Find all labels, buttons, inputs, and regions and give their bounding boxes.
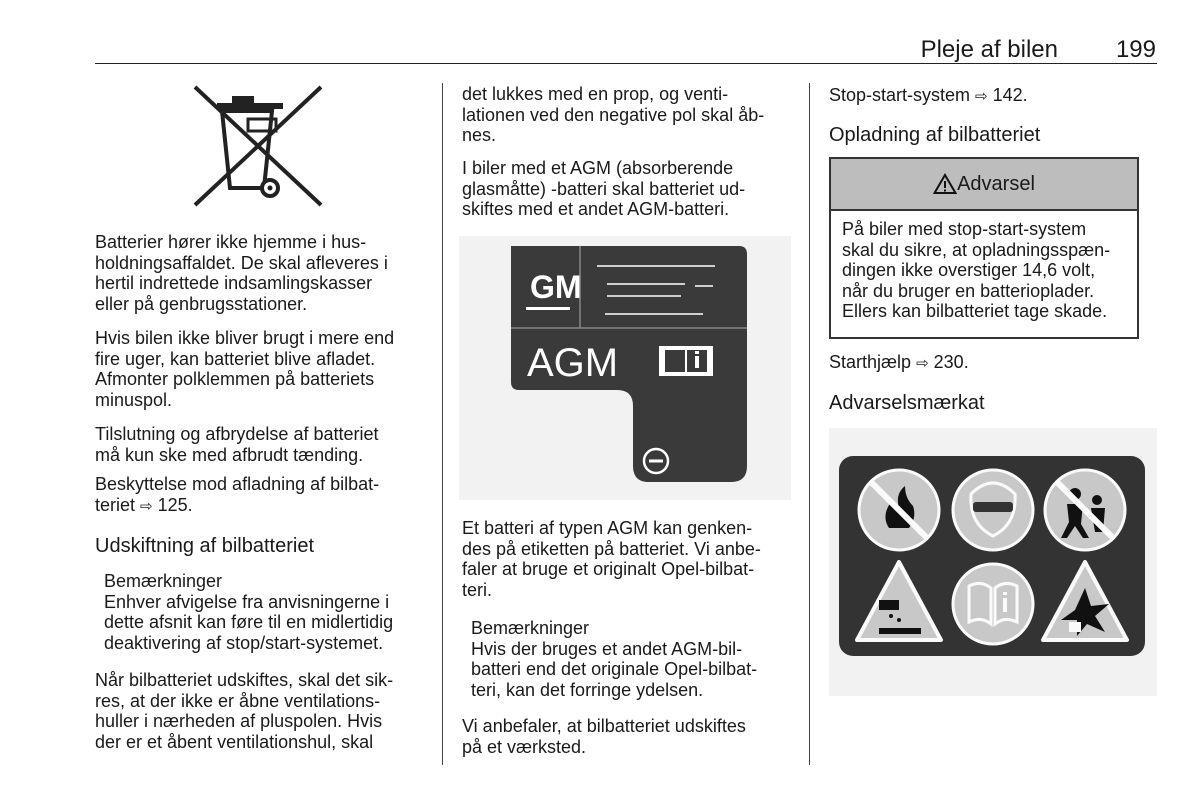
- page-ref-arrow-icon: ⇨: [975, 88, 988, 105]
- line: skal du sikre, at opladningsspæn-: [842, 239, 1111, 260]
- line: lationen ved den negative pol skal åb-: [462, 104, 765, 125]
- line: må kun ske med afbrudt tænding.: [95, 444, 364, 465]
- discharge-paragraph: [95, 328, 435, 410]
- eye-protection-icon: [953, 470, 1033, 550]
- heading-warning-label: Advarselsmærkat: [829, 392, 985, 414]
- protection-paragraph: [95, 474, 435, 517]
- column-2-top: [462, 84, 797, 146]
- line: der er et åbent ventilationshul, skal: [95, 731, 374, 752]
- line: res, at der ikke er åbne ventilations-: [95, 690, 381, 711]
- column-1-text: [95, 232, 435, 314]
- line: des på etiketten på batteriet. Vi anbe-: [462, 538, 761, 559]
- column-divider-1: [442, 83, 443, 765]
- note-block-1: [104, 571, 434, 653]
- page-ref-number: 125.: [157, 494, 193, 515]
- protection-paragraph-wrap: [95, 474, 435, 517]
- page-ref-arrow-icon: ⇨: [916, 355, 929, 372]
- label-type: AGM: [527, 341, 619, 385]
- ignition-paragraph-wrap: [95, 424, 435, 465]
- heading-charging: Opladning af bilbatteriet: [829, 124, 1041, 146]
- line: hertil indrettede indsamlingskasser: [95, 273, 373, 293]
- reference-text: Stop-start-system: [829, 85, 971, 105]
- battery-label: [459, 236, 791, 500]
- line: dette afsnit kan føre til en midlertidig: [104, 612, 394, 632]
- line: minuspol.: [95, 389, 173, 410]
- warning-title: Advarsel: [957, 172, 1035, 195]
- agm-paragraph-wrap: [462, 158, 797, 220]
- line: På biler med stop-start-system: [842, 219, 1087, 239]
- warning-header: [831, 159, 1137, 211]
- battery-label-figure: [459, 236, 791, 500]
- column-divider-2: [809, 83, 810, 765]
- manual-icon: [953, 564, 1033, 644]
- line: teri, kan det forringe ydelsen.: [471, 679, 704, 700]
- agm-paragraph: [462, 158, 797, 220]
- page-section-title: Pleje af bilen: [920, 36, 1058, 63]
- recycling-paragraph: [95, 232, 435, 314]
- line: I biler med et AGM (absorberende: [462, 158, 734, 178]
- no-fire-icon: [859, 470, 939, 550]
- ignition-paragraph: [95, 424, 435, 465]
- stop-start-reference[interactable]: [829, 85, 1028, 108]
- line: glasmåtte) -batteri skal batteriet ud-: [462, 178, 746, 199]
- workshop-paragraph-wrap: [462, 716, 797, 757]
- reference-text: Starthjælp: [829, 352, 912, 372]
- line: nes.: [462, 125, 497, 145]
- line: Et batteri af typen AGM kan genken-: [462, 518, 753, 538]
- vent-paragraph-wrap: [95, 670, 435, 752]
- page-number: 199: [1115, 36, 1156, 63]
- line: Batterier hører ikke hjemme i hus-: [95, 232, 367, 252]
- line: Når bilbatteriet udskiftes, skal det sik-: [95, 670, 394, 690]
- line: når du bruger en batterioplader.: [842, 280, 1095, 301]
- line: teri.: [462, 579, 493, 600]
- workshop-paragraph: [462, 716, 797, 757]
- vent-paragraph: [95, 670, 435, 752]
- line: faler at bruge et originalt Opel-bilbat-: [462, 559, 755, 579]
- line: det lukkes med en prop, og venti-: [462, 84, 729, 104]
- note-title: Bemærkninger: [471, 618, 590, 638]
- note-text: [104, 592, 434, 654]
- line: Tilslutning og afbrydelse af batteriet: [95, 424, 379, 444]
- heading-battery-replacement: Udskiftning af bilbatteriet: [95, 535, 315, 557]
- line: teriet: [95, 494, 136, 515]
- line: Enhver afvigelse fra anvisningerne i: [104, 591, 390, 612]
- line: dingen ikke overstiger 14,6 volt,: [842, 260, 1096, 280]
- line: Hvis bilen ikke bliver brugt i mere end: [95, 328, 395, 348]
- line: Ellers kan bilbatteriet tage skade.: [842, 301, 1108, 321]
- line: fire uger, kan batteriet blive afladet.: [95, 348, 376, 369]
- line: deaktivering af stop/start-systemet.: [104, 632, 384, 653]
- manual-book-icon: [659, 346, 713, 376]
- jump-start-reference[interactable]: [829, 352, 969, 375]
- header-divider: [95, 63, 1157, 64]
- note-title: Bemærkninger: [104, 571, 223, 591]
- page-ref-arrow-icon: ⇨: [140, 497, 153, 515]
- line: holdningsaffaldet. De skal afleveres i: [95, 252, 388, 273]
- page-reference[interactable]: [140, 495, 193, 515]
- label-brand: GM: [530, 269, 582, 305]
- warning-label-figure: [829, 428, 1157, 696]
- line: huller i nærheden af pluspolen. Hvis: [95, 711, 383, 731]
- crossed-bin-icon: [192, 84, 324, 208]
- warning-triangle-icon: [933, 173, 957, 195]
- line: batteri end det originale Opel-bilbat-: [471, 659, 758, 679]
- note-block-2: [471, 618, 797, 700]
- warning-text: [831, 211, 1137, 322]
- line: på et værksted.: [462, 736, 587, 757]
- keep-children-away-icon: [1045, 470, 1125, 550]
- page-ref-number: 230.: [933, 352, 969, 372]
- line: Afmonter polklemmen på batteriets: [95, 369, 375, 389]
- line: Vi anbefaler, at bilbatteriet udskiftes: [462, 716, 746, 736]
- discharge-paragraph-wrap: [95, 328, 435, 410]
- line: skiftes med et andet AGM-batteri.: [462, 199, 730, 219]
- recognize-paragraph: [462, 518, 797, 600]
- line: Hvis der bruges et andet AGM-bil-: [471, 638, 743, 659]
- line: Beskyttelse mod afladning af bilbat-: [95, 474, 380, 494]
- recognize-paragraph-wrap: [462, 518, 797, 600]
- note-text: [471, 639, 797, 701]
- warning-symbols-label: [829, 428, 1157, 696]
- warning-box: [829, 157, 1139, 339]
- plug-paragraph: [462, 84, 797, 146]
- line: eller på genbrugsstationer.: [95, 293, 308, 314]
- page-ref-number: 142.: [992, 85, 1028, 105]
